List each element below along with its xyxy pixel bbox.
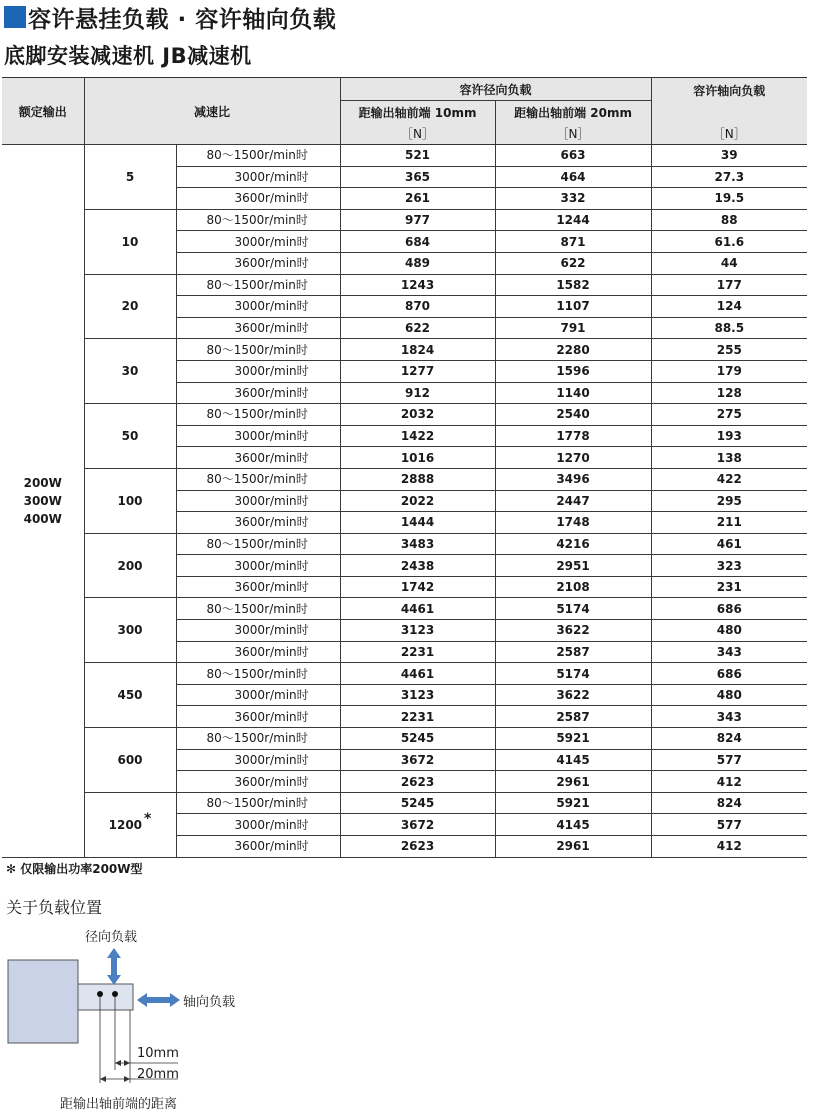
load-diagram-svg [0, 920, 330, 1114]
radial-20mm-value: 2587 [495, 706, 651, 728]
speed-condition: 3000r/min时 [176, 684, 340, 706]
axial-value: 686 [651, 598, 807, 620]
axial-value: 343 [651, 706, 807, 728]
table-body [2, 145, 807, 858]
radial-20mm-value: 2951 [495, 555, 651, 577]
axial-value: 343 [651, 641, 807, 663]
radial-10mm-value: 3123 [340, 620, 495, 642]
radial-10mm-value: 261 [340, 188, 495, 210]
ratio-cell [84, 792, 176, 857]
radial-10mm-value: 870 [340, 296, 495, 318]
axial-value: 577 [651, 749, 807, 771]
rated-output-value: 400W [23, 511, 62, 526]
speed-condition: 80～1500r/min时 [176, 404, 340, 426]
header-axial: 容许轴向负载 [651, 78, 807, 124]
speed-condition: 3000r/min时 [176, 296, 340, 318]
speed-condition: 80～1500r/min时 [176, 663, 340, 685]
radial-20mm-value: 2961 [495, 771, 651, 793]
speed-condition: 80～1500r/min时 [176, 533, 340, 555]
footnote-mark: * [144, 810, 152, 827]
ratio-value: 300 [117, 623, 143, 638]
ratio-value: 100 [117, 493, 143, 508]
axial-value: 19.5 [651, 188, 807, 210]
axial-value: 193 [651, 425, 807, 447]
speed-condition: 3000r/min时 [176, 360, 340, 382]
axial-value: 824 [651, 792, 807, 814]
dim-20-arrow-right [124, 1076, 130, 1082]
axial-value: 422 [651, 468, 807, 490]
axial-value: 44 [651, 252, 807, 274]
ratio-value: 5 [125, 169, 135, 184]
axial-value: 138 [651, 447, 807, 469]
radial-10mm-value: 1016 [340, 447, 495, 469]
radial-10mm-value: 3483 [340, 533, 495, 555]
radial-20mm-value: 4145 [495, 749, 651, 771]
radial-20mm-value: 2280 [495, 339, 651, 361]
speed-condition: 3000r/min时 [176, 555, 340, 577]
axial-value: 124 [651, 296, 807, 318]
speed-condition: 3600r/min时 [176, 576, 340, 598]
axial-value: 295 [651, 490, 807, 512]
radial-10mm-value: 2888 [340, 468, 495, 490]
speed-condition: 3600r/min时 [176, 188, 340, 210]
radial-10mm-value: 5245 [340, 728, 495, 750]
dim-10-arrow-left [115, 1060, 121, 1066]
radial-10mm-value: 2022 [340, 490, 495, 512]
radial-load-label: 径向负载 [85, 930, 138, 945]
rated-output-value: 200W [23, 475, 62, 490]
dim-20-arrow-left [100, 1076, 106, 1082]
ratio-cell [84, 209, 176, 274]
speed-condition: 3000r/min时 [176, 166, 340, 188]
dim-20mm-label: 20mm [137, 1067, 179, 1082]
ratio-value: 50 [121, 429, 139, 444]
radial-20mm-value: 2108 [495, 576, 651, 598]
speed-condition: 3000r/min时 [176, 425, 340, 447]
title-marker [4, 6, 26, 28]
speed-condition: 3000r/min时 [176, 814, 340, 836]
radial-10mm-value: 977 [340, 209, 495, 231]
title-text: 容许悬挂负载 · 容许轴向负载 [28, 6, 337, 33]
axial-value: 480 [651, 684, 807, 706]
axial-value: 211 [651, 512, 807, 534]
radial-10mm-value: 684 [340, 231, 495, 253]
axial-value: 824 [651, 728, 807, 750]
table-row [2, 728, 807, 750]
axial-value: 27.3 [651, 166, 807, 188]
table-row [2, 209, 807, 231]
load-position-diagram [0, 920, 330, 1114]
axial-value: 179 [651, 360, 807, 382]
radial-20mm-value: 1244 [495, 209, 651, 231]
ratio-value: 10 [121, 234, 139, 249]
unit-radial-20: ［N］ [495, 123, 651, 145]
unit-radial-10: ［N］ [340, 123, 495, 145]
radial-20mm-value: 3496 [495, 468, 651, 490]
speed-condition: 3000r/min时 [176, 620, 340, 642]
load-table [2, 77, 807, 858]
speed-condition: 80～1500r/min时 [176, 274, 340, 296]
speed-condition: 3600r/min时 [176, 641, 340, 663]
table-row [2, 404, 807, 426]
radial-10mm-value: 489 [340, 252, 495, 274]
radial-10mm-value: 5245 [340, 792, 495, 814]
speed-condition: 3600r/min时 [176, 447, 340, 469]
ratio-cell [84, 145, 176, 210]
radial-10mm-value: 3672 [340, 814, 495, 836]
axial-value: 461 [651, 533, 807, 555]
ratio-cell [84, 468, 176, 533]
speed-condition: 3600r/min时 [176, 836, 340, 858]
radial-10mm-value: 912 [340, 382, 495, 404]
radial-20mm-value: 464 [495, 166, 651, 188]
ratio-value: 200 [117, 558, 143, 573]
radial-20mm-value: 2447 [495, 490, 651, 512]
ratio-cell [84, 339, 176, 404]
motor-body [8, 960, 78, 1043]
load-point-10mm [97, 991, 103, 997]
distance-label: 距输出轴前端的距离 [60, 1097, 178, 1112]
radial-20mm-value: 5174 [495, 663, 651, 685]
radial-20mm-value: 3622 [495, 684, 651, 706]
rated-output-cell [2, 145, 84, 858]
speed-condition: 3000r/min时 [176, 490, 340, 512]
radial-20mm-value: 5921 [495, 792, 651, 814]
radial-10mm-value: 1243 [340, 274, 495, 296]
radial-20mm-value: 1582 [495, 274, 651, 296]
radial-10mm-value: 1277 [340, 360, 495, 382]
radial-10mm-value: 2231 [340, 641, 495, 663]
table-row [2, 533, 807, 555]
output-shaft [78, 984, 133, 1010]
radial-20mm-value: 1778 [495, 425, 651, 447]
radial-10mm-value: 1422 [340, 425, 495, 447]
page-title [4, 2, 336, 32]
radial-10mm-value: 3123 [340, 684, 495, 706]
table-row [2, 145, 807, 167]
axial-value: 686 [651, 663, 807, 685]
radial-10mm-value: 1444 [340, 512, 495, 534]
header-ratio: 减速比 [84, 78, 340, 145]
speed-condition: 3600r/min时 [176, 252, 340, 274]
axial-load-label: 轴向负载 [183, 995, 236, 1010]
ratio-cell [84, 728, 176, 793]
axial-value: 412 [651, 771, 807, 793]
radial-10mm-value: 2438 [340, 555, 495, 577]
radial-10mm-value: 2032 [340, 404, 495, 426]
radial-20mm-value: 871 [495, 231, 651, 253]
radial-20mm-value: 2961 [495, 836, 651, 858]
axial-value: 88 [651, 209, 807, 231]
rated-output-value: 300W [23, 493, 62, 508]
ratio-value: 20 [121, 299, 139, 314]
radial-10mm-value: 1824 [340, 339, 495, 361]
page-subtitle: 底脚安装减速机 JB减速机 [4, 44, 252, 68]
radial-20mm-value: 2540 [495, 404, 651, 426]
ratio-cell [84, 598, 176, 663]
unit-axial: ［N］ [651, 123, 807, 145]
axial-value: 128 [651, 382, 807, 404]
radial-20mm-value: 1107 [495, 296, 651, 318]
axial-value: 480 [651, 620, 807, 642]
speed-condition: 80～1500r/min时 [176, 468, 340, 490]
radial-10mm-value: 3672 [340, 749, 495, 771]
table-row [2, 339, 807, 361]
axial-load-arrow [137, 993, 180, 1007]
radial-20mm-value: 4216 [495, 533, 651, 555]
header-radial-20: 距输出轴前端 20mm [495, 101, 651, 124]
speed-condition: 80～1500r/min时 [176, 209, 340, 231]
radial-10mm-value: 1742 [340, 576, 495, 598]
speed-condition: 3600r/min时 [176, 382, 340, 404]
dim-10-arrow-right [124, 1060, 130, 1066]
ratio-value: 600 [117, 752, 143, 767]
radial-20mm-value: 622 [495, 252, 651, 274]
radial-10mm-value: 365 [340, 166, 495, 188]
speed-condition: 80～1500r/min时 [176, 339, 340, 361]
ratio-value: 450 [117, 688, 143, 703]
radial-20mm-value: 332 [495, 188, 651, 210]
radial-20mm-value: 5174 [495, 598, 651, 620]
speed-condition: 3000r/min时 [176, 749, 340, 771]
speed-condition: 80～1500r/min时 [176, 792, 340, 814]
radial-10mm-value: 2231 [340, 706, 495, 728]
radial-20mm-value: 791 [495, 317, 651, 339]
axial-value: 61.6 [651, 231, 807, 253]
speed-condition: 80～1500r/min时 [176, 145, 340, 167]
load-position-title: 关于负载位置 [6, 898, 103, 917]
axial-value: 88.5 [651, 317, 807, 339]
radial-20mm-value: 1270 [495, 447, 651, 469]
table-row [2, 663, 807, 685]
axial-value: 39 [651, 145, 807, 167]
radial-20mm-value: 1140 [495, 382, 651, 404]
radial-20mm-value: 2587 [495, 641, 651, 663]
radial-10mm-value: 4461 [340, 598, 495, 620]
ratio-cell [84, 404, 176, 469]
radial-20mm-value: 4145 [495, 814, 651, 836]
footnote: ✻ 仅限输出功率200W型 [6, 862, 143, 876]
radial-load-arrow [107, 948, 121, 985]
radial-10mm-value: 622 [340, 317, 495, 339]
load-point-20mm [112, 991, 118, 997]
radial-10mm-value: 4461 [340, 663, 495, 685]
ratio-cell [84, 663, 176, 728]
speed-condition: 3000r/min时 [176, 231, 340, 253]
header-radial-group: 容许径向负载 [340, 78, 651, 101]
radial-20mm-value: 1748 [495, 512, 651, 534]
axial-value: 231 [651, 576, 807, 598]
radial-20mm-value: 1596 [495, 360, 651, 382]
radial-20mm-value: 3622 [495, 620, 651, 642]
radial-10mm-value: 521 [340, 145, 495, 167]
speed-condition: 3600r/min时 [176, 512, 340, 534]
table-row [2, 598, 807, 620]
axial-value: 412 [651, 836, 807, 858]
speed-condition: 80～1500r/min时 [176, 598, 340, 620]
radial-10mm-value: 2623 [340, 836, 495, 858]
axial-value: 323 [651, 555, 807, 577]
axial-value: 177 [651, 274, 807, 296]
axial-value: 255 [651, 339, 807, 361]
axial-value: 275 [651, 404, 807, 426]
ratio-cell [84, 274, 176, 339]
ratio-cell [84, 533, 176, 598]
speed-condition: 3600r/min时 [176, 706, 340, 728]
axial-value: 577 [651, 814, 807, 836]
speed-condition: 3600r/min时 [176, 317, 340, 339]
table-row [2, 468, 807, 490]
radial-10mm-value: 2623 [340, 771, 495, 793]
radial-20mm-value: 5921 [495, 728, 651, 750]
table-row [2, 274, 807, 296]
speed-condition: 80～1500r/min时 [176, 728, 340, 750]
ratio-value: 1200 [108, 817, 143, 832]
ratio-value: 30 [121, 364, 139, 379]
radial-20mm-value: 663 [495, 145, 651, 167]
dim-10mm-label: 10mm [137, 1046, 179, 1061]
header-rated-output: 额定输出 [2, 78, 84, 145]
table-row [2, 792, 807, 814]
speed-condition: 3600r/min时 [176, 771, 340, 793]
header-radial-10: 距输出轴前端 10mm [340, 101, 495, 124]
